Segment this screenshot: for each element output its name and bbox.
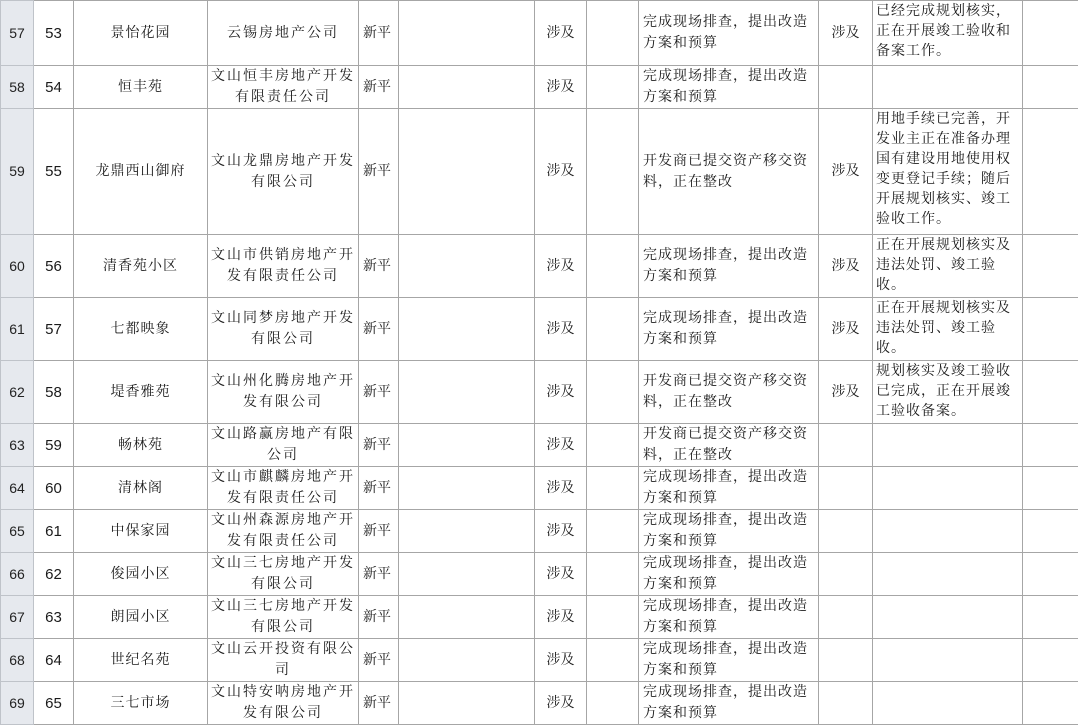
involve-planning-cell[interactable] [819,510,873,553]
involve-planning-cell[interactable]: 涉及 [819,235,873,298]
company-cell[interactable]: 文山三七房地产开发有限公司 [208,596,359,639]
involve-cell[interactable]: 涉及 [535,639,587,682]
empty-cell[interactable] [587,682,639,725]
involve-planning-cell[interactable] [819,66,873,109]
progress-cell[interactable]: 完成现场排查，提出改造方案和预算 [639,1,819,66]
project-name-cell[interactable]: 堤香雅苑 [74,361,208,424]
empty-cell[interactable] [587,553,639,596]
note-cell[interactable]: 规划核实及竣工验收已完成，正在开展竣工验收备案。 [873,361,1023,424]
area-cell[interactable]: 新平 [359,553,399,596]
empty-cell[interactable] [1023,639,1078,682]
company-cell[interactable]: 文山市麒麟房地产开发有限责任公司 [208,467,359,510]
involve-cell[interactable]: 涉及 [535,424,587,467]
row-header[interactable]: 69 [1,682,34,725]
table-row [1,109,1078,235]
empty-cell[interactable] [1023,109,1078,235]
seq-cell[interactable]: 58 [34,361,74,424]
involve-cell[interactable]: 涉及 [535,66,587,109]
row-header[interactable]: 64 [1,467,34,510]
involve-planning-cell[interactable] [819,553,873,596]
empty-cell[interactable] [1023,66,1078,109]
empty-cell[interactable] [587,361,639,424]
progress-cell[interactable]: 完成现场排查，提出改造方案和预算 [639,66,819,109]
project-name-cell[interactable]: 俊园小区 [74,553,208,596]
table-row [1,596,1078,639]
empty-cell[interactable] [399,361,535,424]
involve-planning-cell[interactable]: 涉及 [819,1,873,66]
empty-cell[interactable] [399,639,535,682]
involve-planning-cell[interactable] [819,639,873,682]
note-cell[interactable] [873,682,1023,725]
row-header[interactable]: 65 [1,510,34,553]
empty-cell[interactable] [1023,596,1078,639]
empty-cell[interactable] [399,553,535,596]
empty-cell[interactable] [587,235,639,298]
empty-cell[interactable] [587,639,639,682]
note-cell[interactable] [873,424,1023,467]
note-cell[interactable] [873,510,1023,553]
seq-cell[interactable]: 55 [34,109,74,235]
empty-cell[interactable] [1023,682,1078,725]
empty-cell[interactable] [587,424,639,467]
involve-cell[interactable]: 涉及 [535,235,587,298]
note-cell[interactable]: 正在开展规划核实及违法处罚、竣工验收。 [873,298,1023,361]
seq-cell[interactable]: 61 [34,510,74,553]
note-cell[interactable] [873,467,1023,510]
empty-cell[interactable] [399,424,535,467]
progress-cell[interactable]: 完成现场排查，提出改造方案和预算 [639,639,819,682]
area-cell[interactable]: 新平 [359,424,399,467]
progress-cell[interactable]: 开发商已提交资产移交资料，正在整改 [639,361,819,424]
area-cell[interactable]: 新平 [359,510,399,553]
involve-cell[interactable]: 涉及 [535,596,587,639]
seq-cell[interactable]: 60 [34,467,74,510]
note-cell[interactable] [873,66,1023,109]
area-cell[interactable]: 新平 [359,298,399,361]
involve-cell[interactable]: 涉及 [535,298,587,361]
seq-cell[interactable]: 54 [34,66,74,109]
note-cell[interactable] [873,553,1023,596]
involve-planning-cell[interactable] [819,467,873,510]
row-header[interactable]: 61 [1,298,34,361]
empty-cell[interactable] [587,66,639,109]
note-cell[interactable]: 已经完成规划核实，正在开展竣工验收和备案工作。 [873,1,1023,66]
project-name-cell[interactable]: 世纪名苑 [74,639,208,682]
involve-cell[interactable]: 涉及 [535,553,587,596]
company-cell[interactable]: 文山龙鼎房地产开发有限公司 [208,109,359,235]
empty-cell[interactable] [399,235,535,298]
empty-cell[interactable] [1023,298,1078,361]
project-name-cell[interactable]: 龙鼎西山御府 [74,109,208,235]
seq-cell[interactable]: 59 [34,424,74,467]
project-name-cell[interactable]: 清林阁 [74,467,208,510]
seq-cell[interactable]: 53 [34,1,74,66]
empty-cell[interactable] [587,596,639,639]
empty-cell[interactable] [399,66,535,109]
project-name-cell[interactable]: 畅林苑 [74,424,208,467]
project-name-cell[interactable]: 恒丰苑 [74,66,208,109]
involve-cell[interactable]: 涉及 [535,361,587,424]
empty-cell[interactable] [587,1,639,66]
involve-planning-cell[interactable] [819,424,873,467]
area-cell[interactable]: 新平 [359,596,399,639]
empty-cell[interactable] [1023,1,1078,66]
seq-cell[interactable]: 63 [34,596,74,639]
table-row [1,424,1078,467]
progress-cell[interactable]: 开发商已提交资产移交资料，正在整改 [639,109,819,235]
project-name-cell[interactable]: 七都映象 [74,298,208,361]
progress-cell[interactable]: 完成现场排查，提出改造方案和预算 [639,682,819,725]
involve-cell[interactable]: 涉及 [535,1,587,66]
company-cell[interactable]: 文山特安呐房地产开发有限公司 [208,682,359,725]
company-cell[interactable]: 文山州化腾房地产开发有限公司 [208,361,359,424]
involve-planning-cell[interactable] [819,682,873,725]
involve-planning-cell[interactable] [819,596,873,639]
empty-cell[interactable] [587,467,639,510]
project-name-cell[interactable]: 景怡花园 [74,1,208,66]
seq-cell[interactable]: 64 [34,639,74,682]
company-cell[interactable]: 文山市供销房地产开发有限责任公司 [208,235,359,298]
empty-cell[interactable] [587,298,639,361]
seq-cell[interactable]: 56 [34,235,74,298]
seq-cell[interactable]: 65 [34,682,74,725]
note-cell[interactable] [873,639,1023,682]
empty-cell[interactable] [1023,510,1078,553]
company-cell[interactable]: 文山云开投资有限公司 [208,639,359,682]
table-row [1,682,1078,725]
row-header[interactable]: 67 [1,596,34,639]
row-header[interactable]: 63 [1,424,34,467]
involve-planning-cell[interactable]: 涉及 [819,298,873,361]
company-cell[interactable]: 云锡房地产公司 [208,1,359,66]
project-name-cell[interactable]: 清香苑小区 [74,235,208,298]
involve-cell[interactable]: 涉及 [535,682,587,725]
seq-cell[interactable]: 62 [34,553,74,596]
empty-cell[interactable] [1023,424,1078,467]
seq-cell[interactable]: 57 [34,298,74,361]
area-cell[interactable]: 新平 [359,235,399,298]
table-row [1,361,1078,424]
involve-cell[interactable]: 涉及 [535,510,587,553]
area-cell[interactable]: 新平 [359,361,399,424]
progress-cell[interactable]: 完成现场排查，提出改造方案和预算 [639,596,819,639]
row-header[interactable]: 57 [1,1,34,66]
company-cell[interactable]: 文山恒丰房地产开发有限责任公司 [208,66,359,109]
area-cell[interactable]: 新平 [359,639,399,682]
table-row [1,1,1078,66]
empty-cell[interactable] [1023,235,1078,298]
company-cell[interactable]: 文山同梦房地产开发有限公司 [208,298,359,361]
note-cell[interactable]: 正在开展规划核实及违法处罚、竣工验收。 [873,235,1023,298]
empty-cell[interactable] [399,298,535,361]
row-header[interactable]: 66 [1,553,34,596]
empty-cell[interactable] [1023,553,1078,596]
table-row [1,66,1078,109]
empty-cell[interactable] [399,682,535,725]
empty-cell[interactable] [1023,361,1078,424]
row-header[interactable]: 59 [1,109,34,235]
company-cell[interactable]: 文山州森源房地产开发有限责任公司 [208,510,359,553]
involve-cell[interactable]: 涉及 [535,109,587,235]
progress-cell[interactable]: 完成现场排查，提出改造方案和预算 [639,298,819,361]
progress-cell[interactable]: 完成现场排查，提出改造方案和预算 [639,510,819,553]
table-row [1,467,1078,510]
empty-cell[interactable] [399,1,535,66]
empty-cell[interactable] [399,467,535,510]
project-name-cell[interactable]: 中保家园 [74,510,208,553]
involve-planning-cell[interactable]: 涉及 [819,361,873,424]
involve-cell[interactable]: 涉及 [535,467,587,510]
project-name-cell[interactable]: 三七市场 [74,682,208,725]
row-header[interactable]: 58 [1,66,34,109]
note-cell[interactable]: 用地手续已完善，开发业主正在准备办理国有建设用地使用权变更登记手续；随后开展规划核实、竣工验收工作。 [873,109,1023,235]
table-row [1,510,1078,553]
progress-cell[interactable]: 完成现场排查，提出改造方案和预算 [639,235,819,298]
area-cell[interactable]: 新平 [359,467,399,510]
area-cell[interactable]: 新平 [359,66,399,109]
table-row [1,298,1078,361]
area-cell[interactable]: 新平 [359,1,399,66]
area-cell[interactable]: 新平 [359,682,399,725]
table-row [1,639,1078,682]
table-row [1,235,1078,298]
empty-cell[interactable] [1023,467,1078,510]
row-header[interactable]: 60 [1,235,34,298]
progress-cell[interactable]: 完成现场排查，提出改造方案和预算 [639,467,819,510]
empty-cell[interactable] [587,510,639,553]
empty-cell[interactable] [399,510,535,553]
company-cell[interactable]: 文山路赢房地产有限公司 [208,424,359,467]
row-header[interactable]: 68 [1,639,34,682]
empty-cell[interactable] [399,109,535,235]
empty-cell[interactable] [399,596,535,639]
company-cell[interactable]: 文山三七房地产开发有限公司 [208,553,359,596]
row-header[interactable]: 62 [1,361,34,424]
progress-cell[interactable]: 完成现场排查，提出改造方案和预算 [639,553,819,596]
empty-cell[interactable] [587,109,639,235]
progress-cell[interactable]: 开发商已提交资产移交资料，正在整改 [639,424,819,467]
table-body [1,1,1078,725]
project-name-cell[interactable]: 朗园小区 [74,596,208,639]
table-row [1,553,1078,596]
area-cell[interactable]: 新平 [359,109,399,235]
involve-planning-cell[interactable]: 涉及 [819,109,873,235]
note-cell[interactable] [873,596,1023,639]
